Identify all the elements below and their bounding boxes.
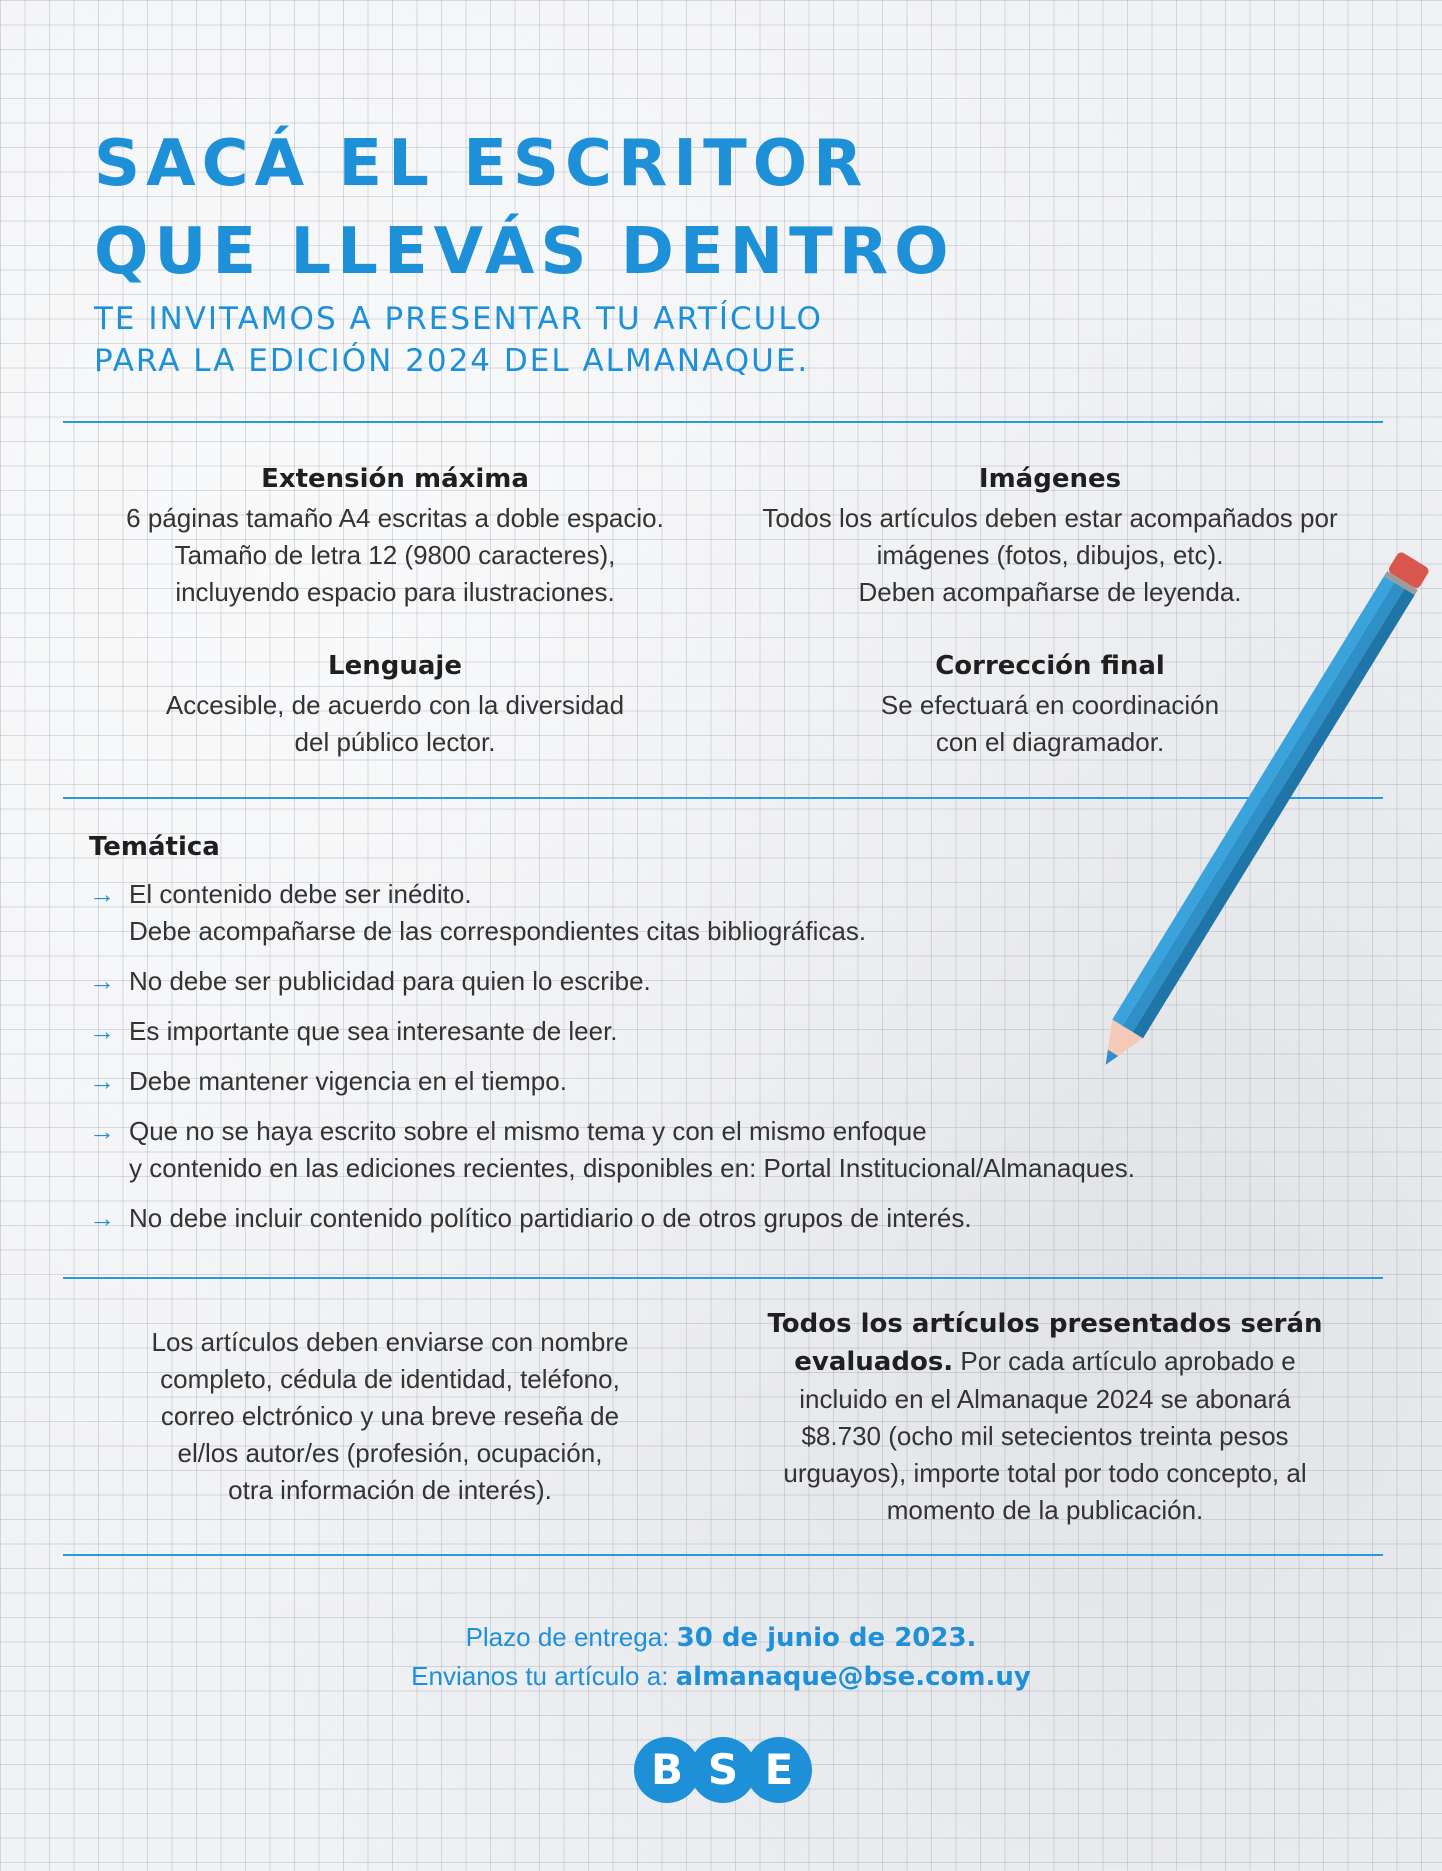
logo-letter-e: E xyxy=(764,1745,794,1794)
list-item xyxy=(89,1200,1239,1237)
list-item-text: Es importante que sea interesante de leer. xyxy=(129,1016,618,1046)
tematica-heading: Temática xyxy=(89,832,220,862)
list-item-text: Que no se haya escrito sobre el mismo tema y con el mismo enfoque y contenido en las ediciones recientes, disponibles en: Portal Institucional/Almanaques. xyxy=(129,1116,1135,1183)
arrow-right-icon: → xyxy=(89,879,115,909)
arrow-right-icon: → xyxy=(89,1116,115,1146)
extension-text: 6 páginas tamaño A4 escritas a doble espacio. Tamaño de letra 12 (9800 caracteres), incluyendo espacio para ilustraciones. xyxy=(126,503,664,607)
logo-letter-b: B xyxy=(650,1745,684,1794)
evaluation-text: Por cada artículo aprobado e incluido en el Almanaque 2024 se abonará $8.730 (ocho mil setecientos treinta pesos urguayos), importe total por todo concepto, al momento de la publicación. xyxy=(783,1346,1307,1525)
divider xyxy=(63,1277,1383,1279)
list-item-text: Debe mantener vigencia en el tiempo. xyxy=(129,1066,567,1096)
correction-heading: Corrección final xyxy=(935,651,1165,681)
language-text: Accesible, de acuerdo con la diversidad del público lector. xyxy=(165,690,625,757)
arrow-right-icon: → xyxy=(89,1066,115,1096)
images-heading: Imágenes xyxy=(978,464,1122,494)
arrow-right-icon: → xyxy=(89,1016,115,1046)
logo-letter-s: S xyxy=(707,1745,739,1794)
correction-text: Se efectuará en coordinación con el diagramador. xyxy=(880,690,1220,757)
arrow-right-icon: → xyxy=(89,966,115,996)
bse-logo xyxy=(633,1736,813,1804)
extension-block xyxy=(80,460,710,611)
page-title: SACÁ EL ESCRITOR QUE LLEVÁS DENTRO xyxy=(94,127,955,289)
evaluation-bold: Todos los artículos presentados serán evaluados. xyxy=(767,1309,1323,1377)
deadline-line xyxy=(0,1617,1442,1658)
evaluation-info xyxy=(765,1305,1325,1529)
list-item-text: No debe incluir contenido político partidiario o de otros grupos de interés. xyxy=(129,1203,972,1233)
deadline-date: 30 de junio de 2023. xyxy=(676,1623,977,1653)
language-heading: Lenguaje xyxy=(328,651,462,681)
arrow-right-icon: → xyxy=(89,1203,115,1233)
email-address[interactable]: almanaque@bse.com.uy xyxy=(675,1662,1031,1692)
submission-instructions: Los artículos deben enviarse con nombre completo, cédula de identidad, teléfono, correo elctrónico y una breve reseña de el/los autor/es (profesión, ocupación, otra información de interés). xyxy=(151,1327,629,1505)
list-item-text: No debe ser publicidad para quien lo escribe. xyxy=(129,966,651,996)
email-label: Envianos tu artículo a: xyxy=(411,1661,676,1691)
pencil-illustration xyxy=(1030,530,1442,1150)
page-subtitle: TE INVITAMOS A PRESENTAR TU ARTÍCULO PARA LA EDICIÓN 2024 DEL ALMANAQUE. xyxy=(94,301,823,379)
extension-heading: Extensión máxima xyxy=(261,464,529,494)
divider xyxy=(63,1554,1383,1556)
language-block xyxy=(80,647,710,761)
divider xyxy=(63,421,1383,423)
images-text: Todos los artículos deben estar acompañados por imágenes (fotos, dibujos, etc). Deben acompañarse de leyenda. xyxy=(762,503,1338,607)
email-line xyxy=(0,1656,1442,1697)
list-item-text: El contenido debe ser inédito. Debe acompañarse de las correspondientes citas bibliográficas. xyxy=(129,879,867,946)
deadline-label: Plazo de entrega: xyxy=(465,1622,677,1652)
